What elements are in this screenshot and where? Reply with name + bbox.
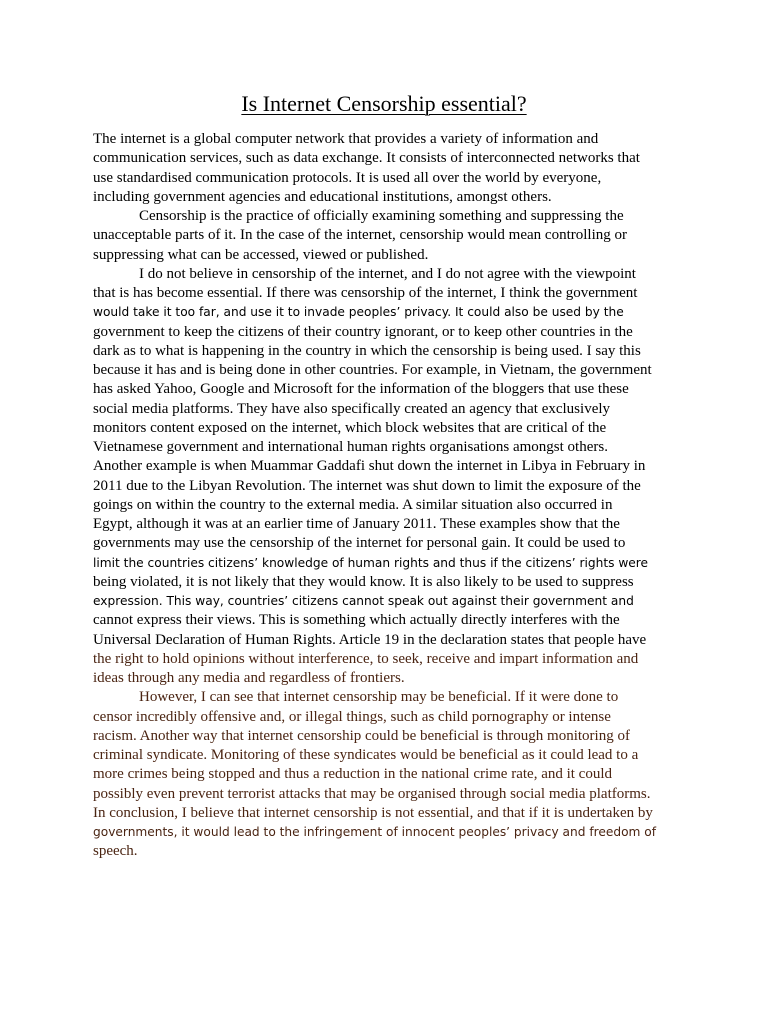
text-line: has asked Yahoo, Google and Microsoft for the information of the bloggers that use these bbox=[93, 381, 629, 398]
text-line: censor incredibly offensive and, or illegal things, such as child pornography or intense bbox=[93, 708, 611, 725]
text-line: use standardised communication protocols. It is used all over the world by everyone, bbox=[93, 169, 602, 186]
text-line: communication services, such as data exchange. It consists of interconnected networks that bbox=[93, 150, 640, 167]
text-line: goings on within the country to the external media. A similar situation also occurred in bbox=[93, 496, 613, 513]
text-line: being violated, it is not likely that they would know. It is also likely to be used to suppress bbox=[93, 573, 634, 590]
text-line: because it has and is being done in other countries. For example, in Vietnam, the government bbox=[93, 362, 652, 378]
text-line: suppressing what can be accessed, viewed or published. bbox=[93, 246, 429, 263]
text-line: However, I can see that internet censorship may be beneficial. If it were done to bbox=[139, 689, 619, 706]
text-line: criminal syndicate. Monitoring of these syndicates would be beneficial as it could lead to a bbox=[93, 747, 639, 763]
text-line: 2011 due to the Libyan Revolution. The internet was shut down to limit the exposure of the bbox=[93, 477, 641, 494]
text-line: Censorship is the practice of officially examining something and suppressing the bbox=[139, 208, 624, 224]
text-line: ideas through any media and regardless of frontiers. bbox=[93, 670, 405, 686]
text-line: limit the countries citizens’ knowledge of human rights and thus if the citizens’ rights were bbox=[93, 555, 649, 570]
text-line: In conclusion, I believe that internet censorship is not essential, and that if it is undertaken by bbox=[93, 804, 653, 821]
document-title: Is Internet Censorship essential? bbox=[241, 91, 527, 116]
text-line: governments, it would lead to the infringement of innocent peoples’ privacy and freedom of bbox=[93, 825, 657, 839]
text-line: Another example is when Muammar Gaddafi shut down the internet in Libya in February in bbox=[93, 458, 646, 475]
text-line: social media platforms. They have also specifically created an agency that exclusively bbox=[93, 400, 611, 417]
text-line: governments may use the censorship of the internet for personal gain. It could be used to bbox=[93, 535, 626, 552]
text-line: would take it too far, and use it to invade peoples’ privacy. It could also be used by the bbox=[93, 305, 624, 320]
text-line: Vietnamese government and international human rights organisations amongst others. bbox=[93, 439, 608, 455]
text-line: monitors content exposed on the internet, which block websites that are critical of the bbox=[93, 419, 607, 436]
text-line: racism. Another way that internet censorship could be beneficial is through monitoring of bbox=[93, 727, 630, 744]
text-line: unacceptable parts of it. In the case of the internet, censorship would mean controlling or bbox=[93, 227, 627, 244]
text-line: Egypt, although it was at an earlier time of January 2011. These examples show that the bbox=[93, 516, 620, 532]
text-line: that is has become essential. If there was censorship of the internet, I think the government bbox=[93, 285, 638, 301]
text-line: speech. bbox=[93, 843, 138, 860]
text-line: cannot express their views. This is something which actually directly interferes with the bbox=[93, 612, 620, 629]
text-line: the right to hold opinions without interference, to seek, receive and impart information and bbox=[93, 650, 639, 667]
text-line: The internet is a global computer network that provides a variety of information and bbox=[93, 131, 599, 147]
text-line: expression. This way, countries’ citizens cannot speak out against their government and bbox=[93, 594, 634, 608]
text-line: dark as to what is happening in the country in which the censorship is being used. I say this bbox=[93, 342, 641, 359]
text-line: including government agencies and educational institutions, amongst others. bbox=[93, 188, 552, 205]
text-line: government to keep the citizens of their country ignorant, or to keep other countries in the bbox=[93, 323, 633, 340]
text-line: more crimes being stopped and thus a reduction in the national crime rate, and it could bbox=[93, 766, 613, 783]
text-line: possibly even prevent terrorist attacks that may be organised through social media platforms. bbox=[93, 785, 651, 802]
text-line: I do not believe in censorship of the internet, and I do not agree with the viewpoint bbox=[139, 265, 636, 282]
text-line: Universal Declaration of Human Rights. Article 19 in the declaration states that people have bbox=[93, 631, 647, 648]
